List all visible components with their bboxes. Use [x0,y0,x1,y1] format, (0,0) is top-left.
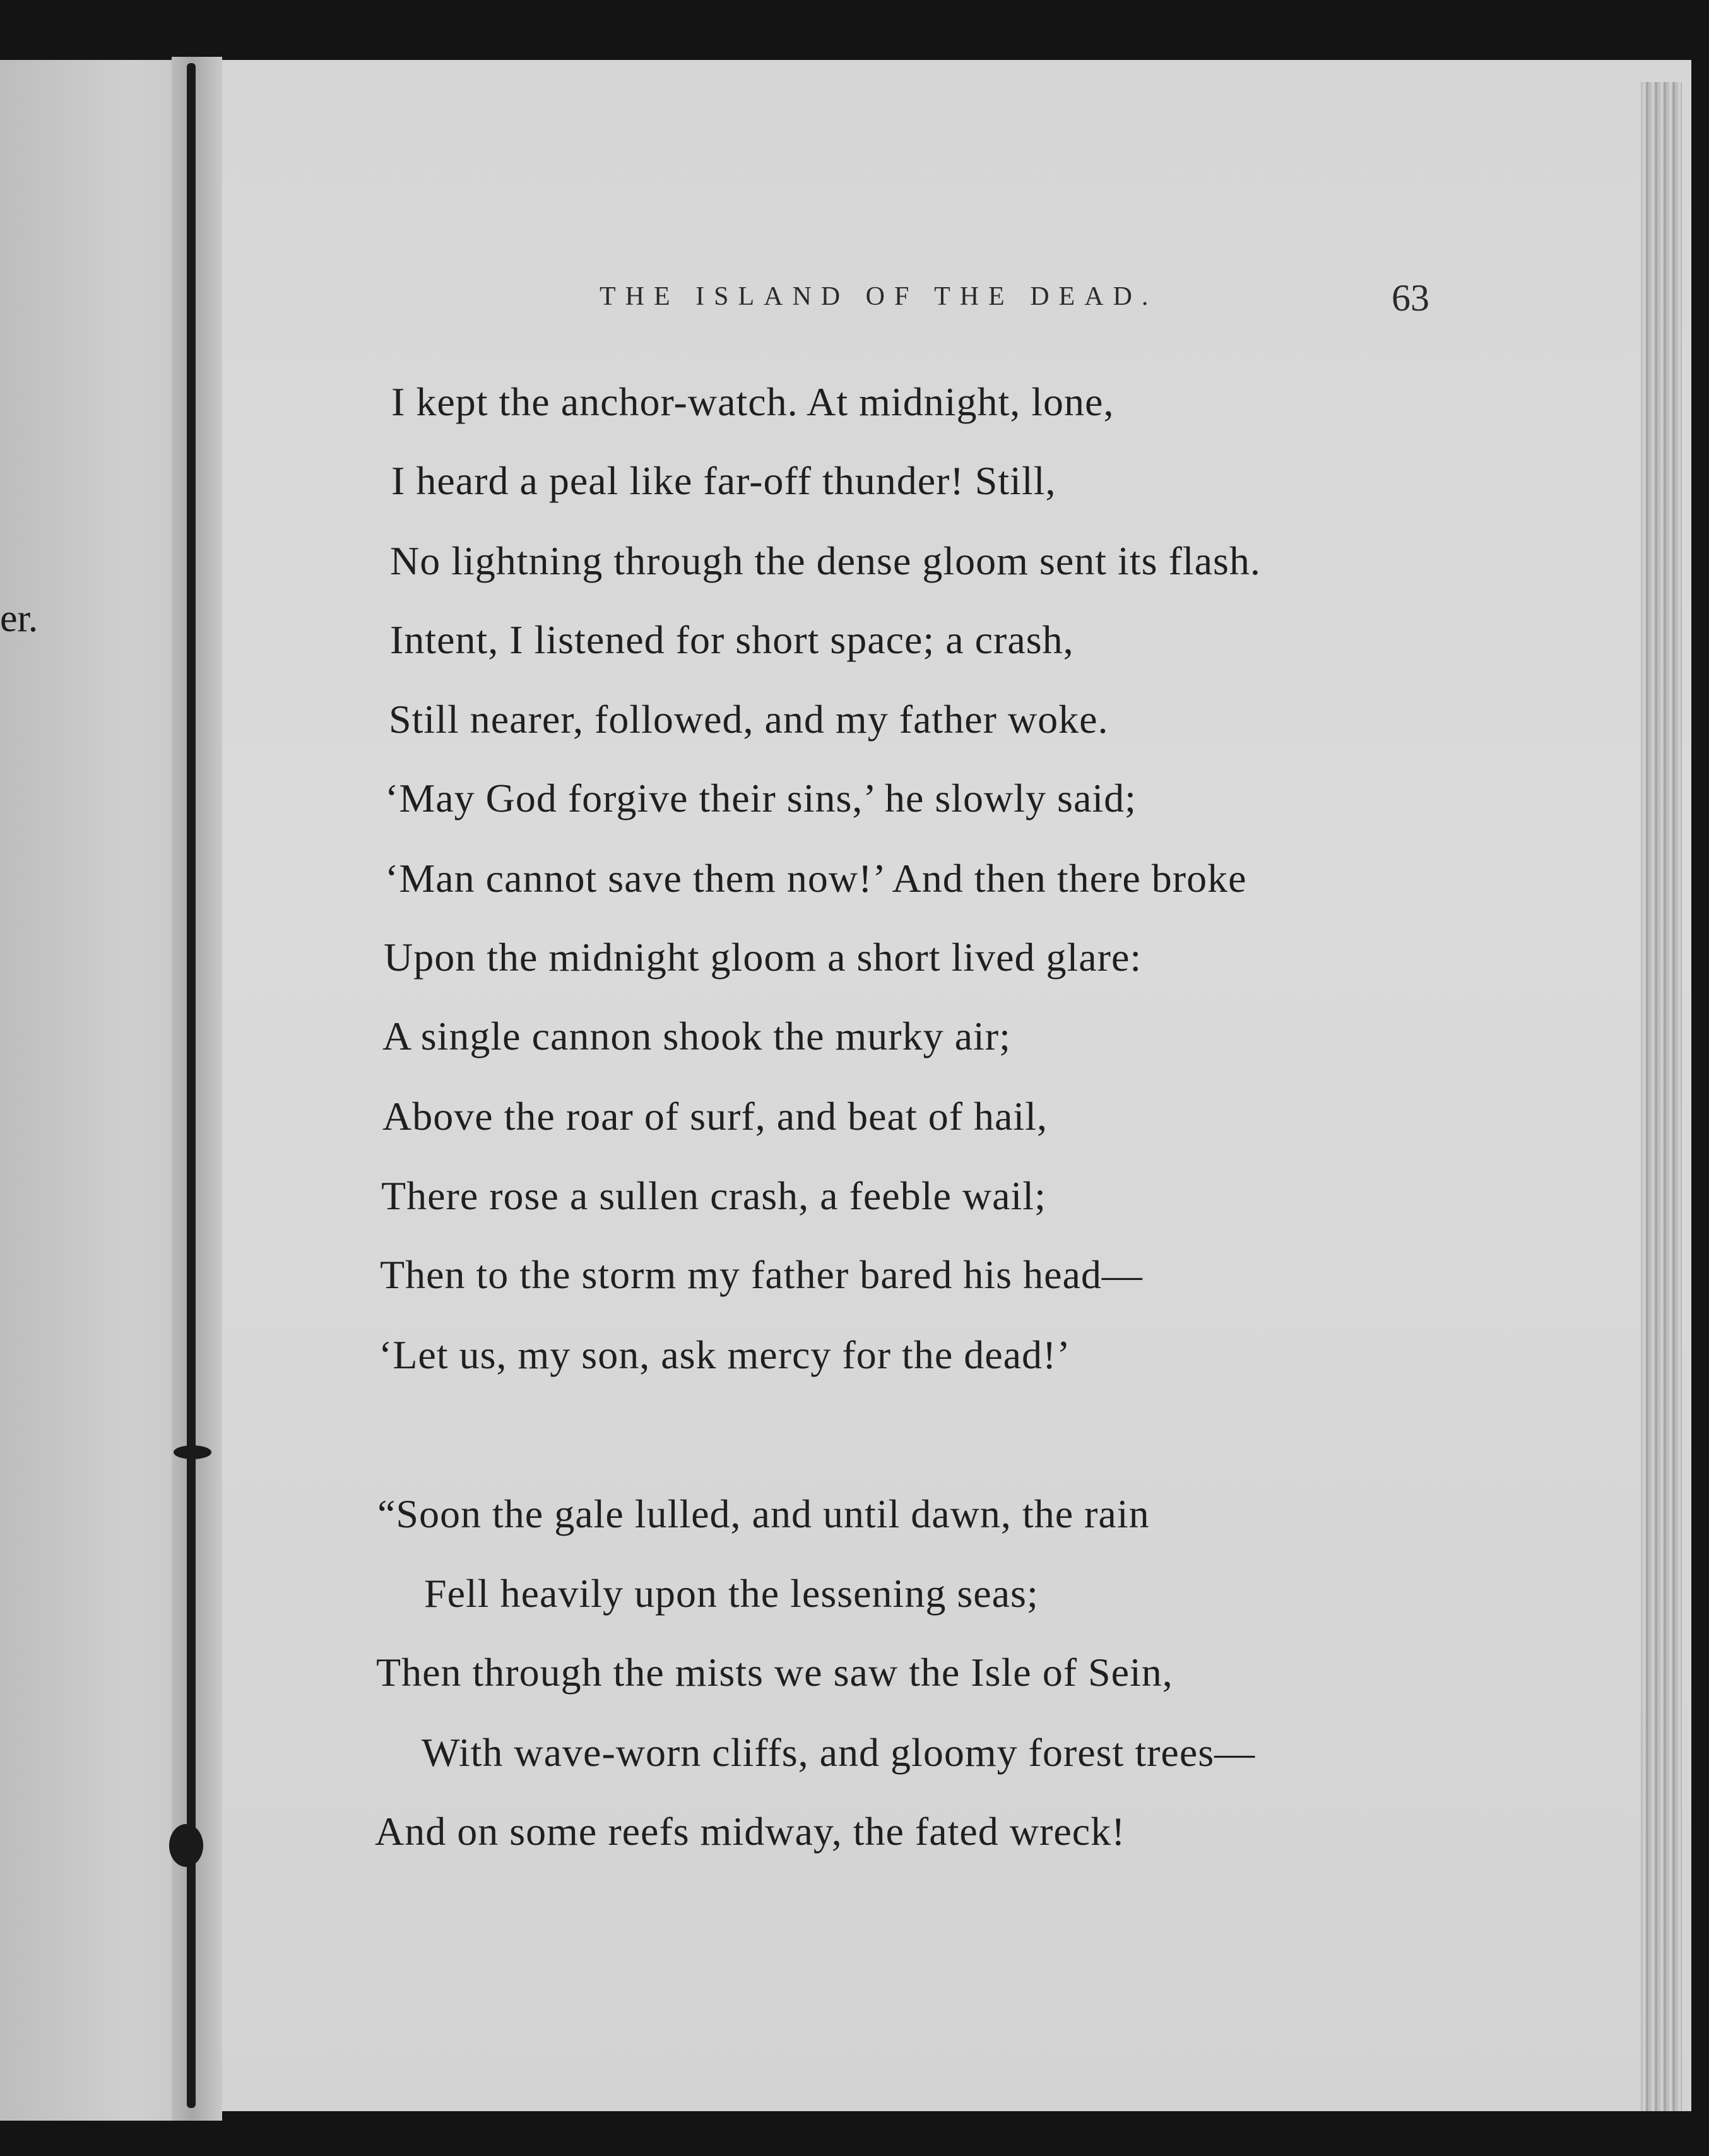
page-number: 63 [1392,277,1429,319]
binding-thread [187,63,196,2108]
poem-line: Then through the mists we saw the Isle of Sein, [376,1650,1173,1695]
poem-line: A single cannon shook the murky air; [382,1014,1011,1058]
poem-line: Then to the storm my father bared his head— [380,1252,1143,1297]
poem-line: ‘Let us, my son, ask mercy for the dead!’ [379,1332,1071,1377]
page-edge [1641,82,1682,2111]
poem-line: No lightning through the dense gloom sent its flash. [390,538,1261,583]
poem-line: Fell heavily upon the lessening seas; [424,1571,1039,1616]
binding-knot [174,1445,211,1459]
left-page-fragment: er. [0,597,38,640]
poem-line: “Soon the gale lulled, and until dawn, the rain [377,1491,1150,1536]
book-gutter [172,57,222,2121]
poem-line: There rose a sullen crash, a feeble wail; [381,1173,1046,1218]
poem-line: And on some reefs midway, the fated wreck! [375,1809,1126,1854]
poem-line: With wave-worn cliffs, and gloomy forest trees— [422,1730,1256,1775]
right-page [218,60,1691,2111]
poem-line: I kept the anchor-watch. At midnight, lone, [391,379,1115,424]
poem-line: Still nearer, followed, and my father woke. [389,697,1109,742]
running-head: THE ISLAND OF THE DEAD. [600,282,1158,311]
poem-line: Above the roar of surf, and beat of hail, [382,1094,1048,1139]
poem-line: I heard a peal like far-off thunder! Still, [391,458,1056,503]
binding-knot [169,1824,203,1867]
poem-line: ‘Man cannot save them now!’ And then there broke [385,856,1247,901]
poem-line: ‘May God forgive their sins,’ he slowly said; [385,776,1137,820]
poem-line: Upon the midnight gloom a short lived glare: [384,935,1142,980]
poem-line: Intent, I listened for short space; a crash, [390,617,1074,662]
